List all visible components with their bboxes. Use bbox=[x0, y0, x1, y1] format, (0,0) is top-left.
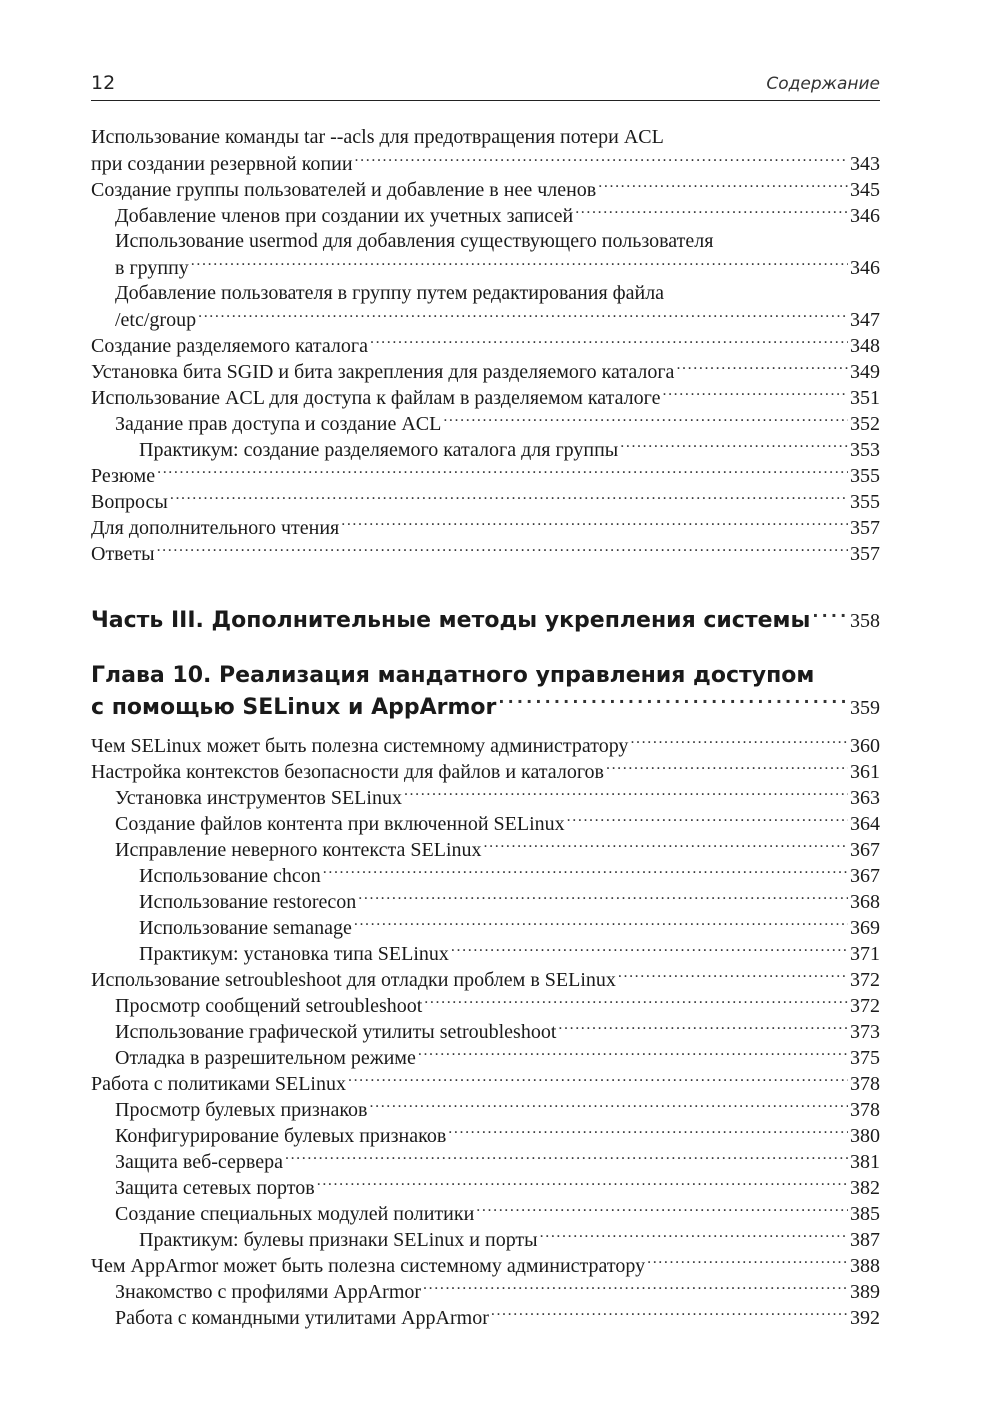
dot-leader bbox=[676, 358, 848, 378]
dot-leader bbox=[606, 758, 848, 778]
toc-entry bbox=[91, 462, 880, 488]
toc-page-number: 359 bbox=[850, 697, 880, 719]
toc-page-number: 345 bbox=[850, 179, 880, 201]
toc-entry-title: Просмотр сообщений setroubleshoot bbox=[115, 995, 423, 1017]
toc-entry-title: Вопросы bbox=[91, 491, 168, 513]
toc-page-number: 363 bbox=[850, 787, 880, 809]
toc-entry bbox=[91, 384, 880, 410]
toc-entry-title: Работа с политиками SELinux bbox=[91, 1073, 346, 1095]
toc-entry-title: Отладка в разрешительном режиме bbox=[115, 1047, 416, 1069]
dot-leader bbox=[484, 836, 848, 856]
dot-leader bbox=[423, 1278, 848, 1298]
dot-leader bbox=[157, 540, 848, 560]
chapter-title-line: Глава 10. Реализация мандатного управления доступом bbox=[91, 663, 815, 688]
toc-page-number: 355 bbox=[850, 465, 880, 487]
toc-page-number: 343 bbox=[850, 153, 880, 175]
toc-entry bbox=[91, 1200, 880, 1226]
toc-page-number: 372 bbox=[850, 995, 880, 1017]
toc-part-heading bbox=[91, 606, 880, 636]
toc-entry-title: Добавление членов при создании их учетных записей bbox=[115, 205, 574, 227]
toc-entry-title: Использование chcon bbox=[139, 865, 321, 887]
toc-entry bbox=[91, 1018, 880, 1044]
dot-leader bbox=[491, 1304, 848, 1324]
toc-page-number: 367 bbox=[850, 865, 880, 887]
toc-entry-title: при создании резервной копии bbox=[91, 153, 353, 175]
dot-leader bbox=[598, 176, 848, 196]
toc-entry-title: Практикум: создание разделяемого каталога для группы bbox=[139, 439, 619, 461]
dot-leader bbox=[618, 966, 848, 986]
toc-page-number: 373 bbox=[850, 1021, 880, 1043]
dot-leader bbox=[620, 436, 848, 456]
toc-page-number: 357 bbox=[850, 543, 880, 565]
toc-entry bbox=[91, 1122, 880, 1148]
toc-page-number: 392 bbox=[850, 1307, 880, 1329]
toc-entry-title: Настройка контекстов безопасности для файлов и каталогов bbox=[91, 761, 604, 783]
toc-page-number: 360 bbox=[850, 735, 880, 757]
toc-page-number: 389 bbox=[850, 1281, 880, 1303]
toc-entry bbox=[91, 810, 880, 836]
toc-entry bbox=[91, 966, 880, 992]
toc-entry bbox=[91, 1304, 880, 1330]
toc-entry-title: Защита веб-сервера bbox=[115, 1151, 283, 1173]
toc-page-number: 378 bbox=[850, 1073, 880, 1095]
toc-page-number: 348 bbox=[850, 335, 880, 357]
toc-entry bbox=[91, 514, 880, 540]
dot-leader bbox=[404, 784, 848, 804]
toc-entry bbox=[91, 306, 880, 332]
toc-page-number: 378 bbox=[850, 1099, 880, 1121]
toc-entry bbox=[91, 254, 880, 280]
toc-page-number: 364 bbox=[850, 813, 880, 835]
toc-page-number: 367 bbox=[850, 839, 880, 861]
dot-leader bbox=[558, 1018, 848, 1038]
dot-leader bbox=[498, 694, 848, 714]
dot-leader bbox=[567, 810, 848, 830]
toc-entry-title: Создание группы пользователей и добавление в нее членов bbox=[91, 179, 597, 201]
toc-entry-line: Использование команды tar --acls для предотвращения потери ACL bbox=[91, 126, 664, 148]
toc-entry-title: Создание файлов контента при включенной SELinux bbox=[115, 813, 565, 835]
dot-leader bbox=[647, 1252, 848, 1272]
toc-entry-title: Использование semanage bbox=[139, 917, 352, 939]
page-header bbox=[91, 70, 880, 101]
toc-entry-title: /etc/group bbox=[115, 309, 197, 331]
dot-leader bbox=[323, 862, 848, 882]
dot-leader bbox=[285, 1148, 848, 1168]
toc-page-number: 368 bbox=[850, 891, 880, 913]
toc-entry-title: Ответы bbox=[91, 543, 155, 565]
toc-page-number: 372 bbox=[850, 969, 880, 991]
toc-page-number: 357 bbox=[850, 517, 880, 539]
toc-page-number: 347 bbox=[850, 309, 880, 331]
page-number: 12 bbox=[91, 72, 116, 94]
running-title: Содержание bbox=[766, 74, 880, 94]
dot-leader bbox=[575, 202, 848, 222]
toc-entry bbox=[91, 1148, 880, 1174]
toc-entry bbox=[91, 202, 880, 228]
toc-entry bbox=[91, 862, 880, 888]
toc-entry bbox=[91, 992, 880, 1018]
toc-entry bbox=[91, 1278, 880, 1304]
toc-page-number: 371 bbox=[850, 943, 880, 965]
toc-entry bbox=[91, 410, 880, 436]
toc-entry bbox=[91, 1070, 880, 1096]
toc-entry-title: Установка инструментов SELinux bbox=[115, 787, 402, 809]
toc-entry bbox=[91, 436, 880, 462]
toc-entry bbox=[91, 488, 880, 514]
dot-leader bbox=[448, 1122, 848, 1142]
toc-entry-title: Просмотр булевых признаков bbox=[115, 1099, 368, 1121]
toc-entry bbox=[91, 1174, 880, 1200]
dot-leader bbox=[662, 384, 848, 404]
toc-entry-title: Знакомство с профилями AppArmor bbox=[115, 1281, 422, 1303]
toc-entry-line: Добавление пользователя в группу путем редактирования файла bbox=[115, 282, 665, 304]
toc-page-number: 349 bbox=[850, 361, 880, 383]
toc-entry bbox=[91, 1044, 880, 1070]
dot-leader bbox=[348, 1070, 848, 1090]
toc-entry-title: в группу bbox=[115, 257, 189, 279]
toc-entry-title: Практикум: булевы признаки SELinux и порты bbox=[139, 1229, 538, 1251]
toc-page-number: 355 bbox=[850, 491, 880, 513]
toc-entry-title: Использование ACL для доступа к файлам в разделяемом каталоге bbox=[91, 387, 661, 409]
part-title: Часть III. Дополнительные методы укрепления системы bbox=[91, 608, 811, 633]
toc-entry-title: Использование графической утилиты setroubleshoot bbox=[115, 1021, 557, 1043]
dot-leader bbox=[191, 254, 848, 274]
toc-entry-title: Конфигурирование булевых признаков bbox=[115, 1125, 447, 1147]
toc-entry-title: Чем SELinux может быть полезна системному администратору bbox=[91, 735, 629, 757]
toc-page-number: 388 bbox=[850, 1255, 880, 1277]
dot-leader bbox=[354, 914, 848, 934]
toc-page-number: 351 bbox=[850, 387, 880, 409]
toc-entry-title: Защита сетевых портов bbox=[115, 1177, 315, 1199]
toc-page-number: 353 bbox=[850, 439, 880, 461]
toc-page-number: 352 bbox=[850, 413, 880, 435]
toc-entry bbox=[91, 1252, 880, 1278]
toc-chapter-heading bbox=[91, 692, 880, 724]
dot-leader bbox=[540, 1226, 848, 1246]
dot-leader bbox=[476, 1200, 848, 1220]
toc-entry-title: Создание разделяемого каталога bbox=[91, 335, 368, 357]
toc-entry bbox=[91, 758, 880, 784]
dot-leader bbox=[170, 488, 848, 508]
toc-entry-title: Использование restorecon bbox=[139, 891, 357, 913]
toc-entry-title: Резюме bbox=[91, 465, 156, 487]
toc-page-number: 346 bbox=[850, 205, 880, 227]
dot-leader bbox=[630, 732, 848, 752]
toc-entry-title: Задание прав доступа и создание ACL bbox=[115, 413, 442, 435]
toc-page-number: 380 bbox=[850, 1125, 880, 1147]
toc-entry-title: Практикум: установка типа SELinux bbox=[139, 943, 449, 965]
dot-leader bbox=[198, 306, 848, 326]
dot-leader bbox=[157, 462, 848, 482]
toc-entry bbox=[91, 332, 880, 358]
toc-entry bbox=[91, 784, 880, 810]
dot-leader bbox=[341, 514, 848, 534]
dot-leader bbox=[451, 940, 848, 960]
toc-page-number: 385 bbox=[850, 1203, 880, 1225]
chapter-title: с помощью SELinux и AppArmor bbox=[91, 695, 497, 720]
toc-entry-title: Чем AppArmor может быть полезна системному администратору bbox=[91, 1255, 646, 1277]
toc-entry-title: Использование setroubleshoot для отладки проблем в SELinux bbox=[91, 969, 616, 991]
toc-page-number: 387 bbox=[850, 1229, 880, 1251]
dot-leader bbox=[317, 1174, 848, 1194]
dot-leader bbox=[370, 1096, 849, 1116]
toc-entry-title: Исправление неверного контекста SELinux bbox=[115, 839, 482, 861]
dot-leader bbox=[358, 888, 848, 908]
toc-page-number: 381 bbox=[850, 1151, 880, 1173]
dot-leader bbox=[443, 410, 848, 430]
toc-entry bbox=[91, 888, 880, 914]
toc-entry bbox=[91, 1096, 880, 1122]
toc-entry-title: Установка бита SGID и бита закрепления для разделяемого каталога bbox=[91, 361, 675, 383]
toc-entry bbox=[91, 940, 880, 966]
dot-leader bbox=[812, 607, 848, 627]
toc-entry bbox=[91, 176, 880, 202]
toc-entry bbox=[91, 1226, 880, 1252]
toc-page-number: 369 bbox=[850, 917, 880, 939]
dot-leader bbox=[370, 332, 848, 352]
toc-page-number: 358 bbox=[850, 610, 880, 632]
toc-entry bbox=[91, 914, 880, 940]
toc-entry bbox=[91, 836, 880, 862]
toc-entry bbox=[91, 732, 880, 758]
toc-entry bbox=[91, 358, 880, 384]
dot-leader bbox=[424, 992, 848, 1012]
toc-entry-title: Создание специальных модулей политики bbox=[115, 1203, 475, 1225]
toc-entry-line: Использование usermod для добавления существующего пользователя bbox=[115, 230, 714, 252]
toc-entry-title: Для дополнительного чтения bbox=[91, 517, 340, 539]
toc-page-number: 346 bbox=[850, 257, 880, 279]
dot-leader bbox=[355, 150, 848, 170]
toc-entry bbox=[91, 150, 880, 176]
toc-entry bbox=[91, 540, 880, 566]
toc-page-number: 382 bbox=[850, 1177, 880, 1199]
table-of-contents bbox=[91, 124, 880, 1330]
toc-page-number: 375 bbox=[850, 1047, 880, 1069]
toc-page-number: 361 bbox=[850, 761, 880, 783]
dot-leader bbox=[418, 1044, 848, 1064]
toc-entry-title: Работа с командными утилитами AppArmor bbox=[115, 1307, 489, 1329]
